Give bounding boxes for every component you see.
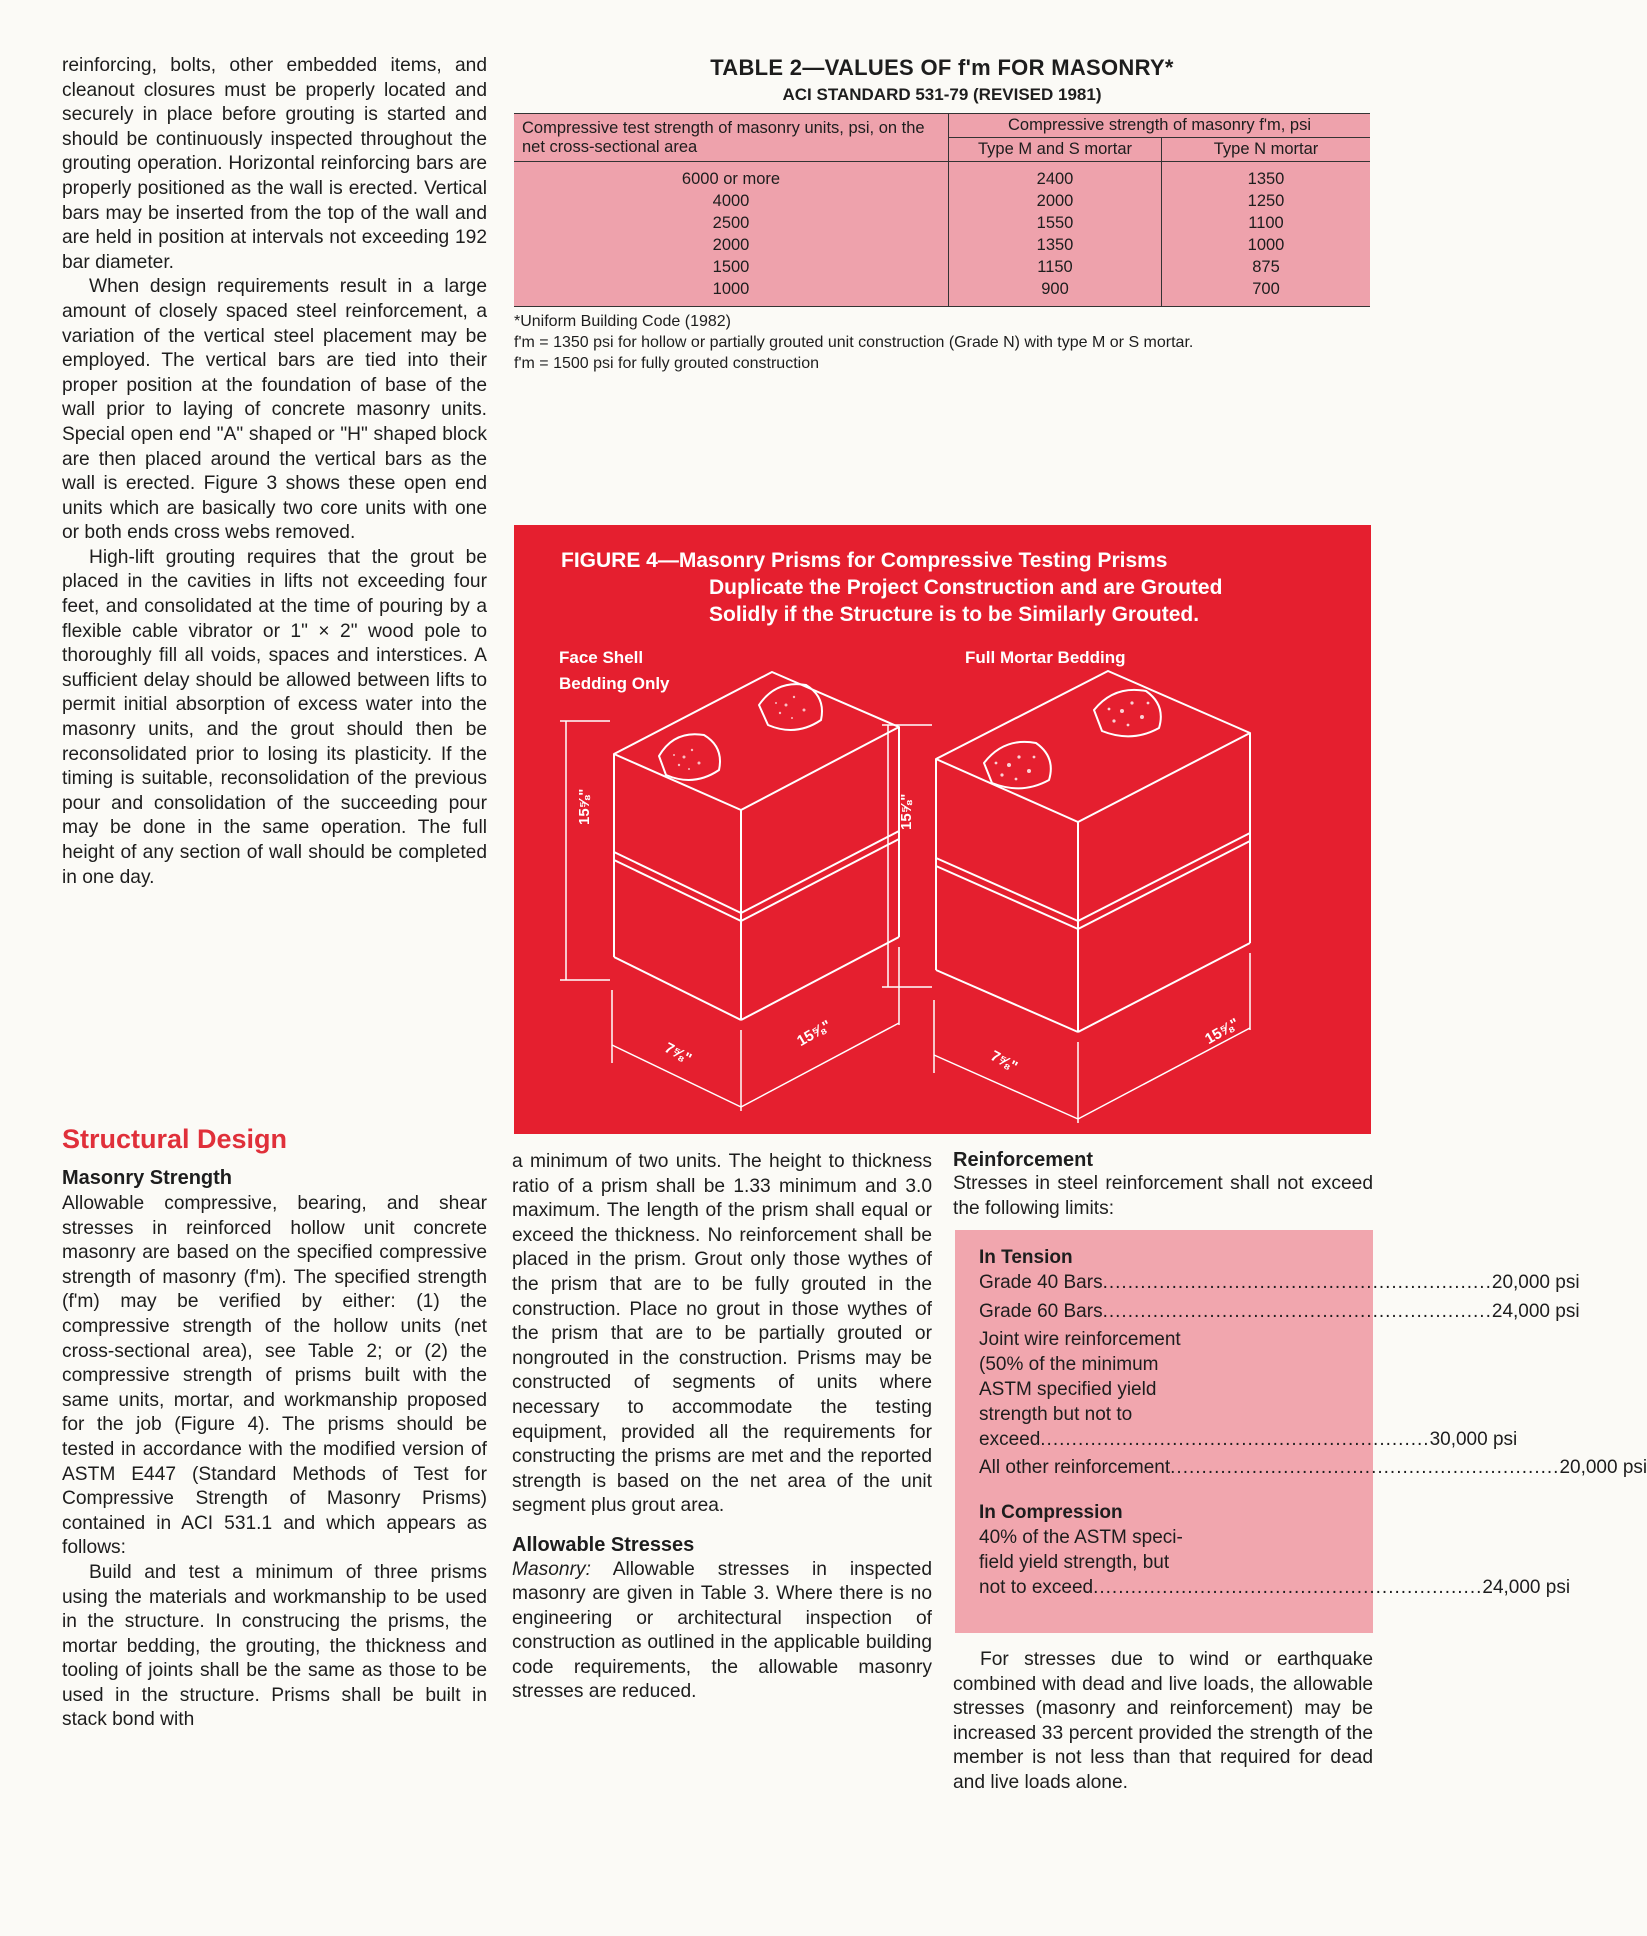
subheading-masonry-strength: Masonry Strength <box>62 1167 233 1189</box>
table-cell: 1100 <box>1248 214 1284 232</box>
compression-label: not to exceed <box>979 1576 1094 1598</box>
table-cell: 900 <box>1041 280 1069 298</box>
other-reinforcement-row <box>979 1456 1647 1481</box>
joint-wire-line-4: strength but not to <box>979 1403 1133 1425</box>
subheading-allowable-stresses: Allowable Stresses <box>512 1533 695 1556</box>
figure-caption-line-3: Solidly if the Structure is to be Similarly Grouted. <box>709 603 1200 626</box>
label-face-shell-line-2: Bedding Only <box>559 674 670 693</box>
header-masonry-strength: Compressive strength of masonry f'm, psi <box>949 114 1371 138</box>
grade-60-row <box>979 1300 1580 1325</box>
joint-wire-line-3: ASTM specified yield <box>979 1378 1157 1400</box>
paragraph-wind-earthquake: For stresses due to wind or earthquake combined with dead and live loads, the allowable stresses (masonry and reinforcement) may be increased 33 percent provided the strength of the member is not less than that required for dead and live loads alone. <box>953 1649 1373 1793</box>
table-cell: 1250 <box>1247 192 1285 210</box>
leader-dots: .............................................................. <box>1102 1271 1492 1293</box>
paragraph-masonry-strength: Allowable compressive, bearing, and shear stresses in reinforced hollow unit concrete masonry are based on the specified compressive strength of masonry (f'm). The specified strength (f'm) may be verified by either: (1) the compressive strength of the hollow units (net cross-sectional area), see Table 2; or (2) the compressive strength of prisms built with the same units, mortar, and workmanship proposed for the job (Figure 4). The prisms should be tested in accordance with the modified version of ASTM E447 (Standard Methods of Test for Compressive Strength of Masonry Prisms) contained in ACI 531.1 and which appears as follows: <box>62 1193 487 1559</box>
table-cell: 1150 <box>1037 258 1073 276</box>
grade-40-label: Grade 40 Bars <box>979 1271 1103 1293</box>
table-cell: 875 <box>1252 258 1280 276</box>
table-notes <box>514 311 1370 374</box>
table-cell: 1500 <box>712 258 750 276</box>
joint-wire-line-2: (50% of the minimum <box>979 1354 1159 1376</box>
paragraph-grouting: reinforcing, bolts, other embedded items, and cleanout closures must be properly located and securely in place before grouting is started and should be continuously inspected throughout the grouting operation. Horizontal reinforcing bars are properly positioned as the wall is erected. Vertical bars may be inserted from the top of the wall and are held in position at intervals not exceeding 192 bar diameter. <box>62 55 487 273</box>
tension-heading: In Tension <box>979 1247 1073 1268</box>
header-unit-strength: Compressive test strength of masonry units, psi, on the net cross-sectional area <box>514 114 949 162</box>
cell-unit-strengths <box>514 162 949 307</box>
table-cell: 1350 <box>1247 170 1285 188</box>
table-cell: 1000 <box>1247 236 1285 254</box>
label-full-mortar: Full Mortar Bedding <box>965 648 1126 667</box>
leader-dots: .............................................................. <box>1093 1576 1483 1598</box>
table-cell: 4000 <box>712 192 750 210</box>
compression-heading: In Compression <box>979 1502 1123 1524</box>
joint-wire-line-1: Joint wire reinforcement <box>979 1329 1181 1351</box>
allowable-lead: Masonry: <box>512 1558 591 1580</box>
prism-face-shell <box>560 672 899 1111</box>
compression-value: 24,000 psi <box>1482 1576 1571 1598</box>
section-heading-structural-design: Structural Design <box>62 1124 288 1154</box>
grade-40-value: 20,000 psi <box>1491 1271 1580 1293</box>
table-2 <box>514 113 1370 307</box>
left-column-text <box>62 54 487 890</box>
label-face-shell-line-1: Face Shell <box>559 648 644 667</box>
dim-length-left: 15⅝" <box>794 1017 835 1050</box>
dim-height-left: 15⅝" <box>576 788 593 825</box>
other-reinforcement-label: All other reinforcement <box>979 1457 1171 1479</box>
grade-60-label: Grade 60 Bars <box>979 1300 1103 1322</box>
leader-dots: .............................................................. <box>1102 1300 1492 1322</box>
table-subtitle: ACI STANDARD 531-79 (REVISED 1981) <box>782 85 1102 104</box>
middle-column-text <box>512 1150 932 1705</box>
table-cell: 1350 <box>1036 236 1074 254</box>
leader-dots: .............................................................. <box>1040 1428 1430 1450</box>
closing-paragraph <box>953 1648 1373 1796</box>
reinforcement-section <box>953 1149 1373 1221</box>
structural-design-section <box>62 1124 487 1733</box>
table-cell: 1000 <box>712 280 750 298</box>
table-cell: 2000 <box>1036 192 1074 210</box>
header-type-m-s: Type M and S mortar <box>949 138 1162 162</box>
table-cell: 2400 <box>1036 170 1074 188</box>
cell-type-m-values <box>949 162 1162 307</box>
table-note-3: f'm = 1500 psi for fully grouted construction <box>514 355 819 372</box>
paragraph-high-lift-grouting: High-lift grouting requires that the grout be placed in the cavities in lifts not exceeding four feet, and consolidated at the time of pouring by a flexible cable vibrator or 1" × 2" wood pole to thoroughly fill all voids, spaces and interstices. A sufficient delay should be allowed between lifts to permit initial absorption of excess water into the masonry units, and the grout should then be reconsolidated prior to losing its plasticity. If the timing is suitable, reconsolidation of the previous pour and consolidation of the succeeding pour may be done in the same operation. The full height of any section of wall should be completed in one day. <box>62 546 487 888</box>
compression-line-2: field yield strength, but <box>979 1551 1170 1573</box>
paragraph-allowable-stresses: Allowable stresses in inspected masonry are given in Table 3. Where there is no engineering or architectural inspection of construction as outlined in the applicable building code requirements, the allowable masonry stresses are reduced. <box>512 1558 932 1703</box>
table-title: TABLE 2—VALUES OF f'm FOR MASONRY* <box>710 55 1174 80</box>
other-reinforcement-value: 20,000 psi <box>1559 1457 1647 1479</box>
dim-width-left: 7⅝" <box>661 1039 695 1068</box>
stress-limits-box <box>955 1230 1647 1633</box>
table-body-row <box>514 162 1370 307</box>
header-type-n: Type N mortar <box>1162 138 1371 162</box>
grade-40-row <box>979 1271 1580 1296</box>
table-cell: 700 <box>1252 280 1280 298</box>
table-cell: 1550 <box>1036 214 1074 232</box>
grade-60-value: 24,000 psi <box>1491 1300 1580 1322</box>
joint-wire-label: exceed <box>979 1428 1041 1450</box>
figure-4 <box>514 525 1371 1134</box>
table-2-block <box>514 55 1370 374</box>
subheading-reinforcement: Reinforcement <box>953 1149 1094 1171</box>
reinforcement-intro: Stresses in steel reinforcement shall not exceed the following limits: <box>953 1173 1373 1219</box>
table-note-2: f'm = 1350 psi for hollow or partially grouted unit construction (Grade N) with type M or S mortar. <box>514 334 1194 351</box>
figure-caption-line-2: Duplicate the Project Construction and are Grouted <box>709 576 1223 599</box>
paragraph-prism-build: Build and test a minimum of three prisms using the materials and workmanship to be used in the structure. In construcing the prisms, the mortar bedding, the grouting, the thickness and tooling of joints shall be the same as those to be used in the structure. Prisms shall be built in stack bond with <box>62 1561 487 1731</box>
joint-wire-row <box>979 1428 1518 1453</box>
table-cell: 2000 <box>712 236 750 254</box>
paragraph-prism-ratio: a minimum of two units. The height to thickness ratio of a prism shall be 1.33 minimum and 3.0 maximum. The length of the prism shall equal or exceed the thickness. No reinforcement shall be placed in the prism. Grout only those wythes of the prism that are to be fully grouted in the construction. Place no grout in those wythes of the prism that are to be partially grouted or nongrouted in the construction. Prisms may be constructed of segments of units where necessary to accommodate the testing equipment, provided all the requirements for constructing the prisms are met and the reported strength is based on the net area of the unit segment plus grout area. <box>512 1151 932 1517</box>
cell-type-n-values <box>1162 162 1371 307</box>
dim-height-right: 15⅝" <box>898 793 915 830</box>
compression-row <box>979 1576 1571 1601</box>
prism-drawings <box>514 525 1371 1134</box>
figure-caption-lead: FIGURE 4— <box>561 549 679 572</box>
table-note-1: *Uniform Building Code (1982) <box>514 313 731 330</box>
leader-dots: .............................................................. <box>1170 1457 1560 1479</box>
table-cell: 2500 <box>712 214 750 232</box>
compression-line-1: 40% of the ASTM speci- <box>979 1526 1183 1548</box>
table-header-row <box>514 114 1370 138</box>
prism-full-mortar <box>882 671 1250 1123</box>
figure-caption-line-1: Masonry Prisms for Compressive Testing Prisms <box>678 549 1168 572</box>
dim-length-right: 15⅝" <box>1202 1015 1243 1048</box>
joint-wire-value: 30,000 psi <box>1429 1428 1518 1450</box>
table-cell: 6000 or more <box>681 170 781 188</box>
dim-width-right: 7⅝" <box>987 1047 1021 1076</box>
paragraph-steel-placement: When design requirements result in a large amount of closely spaced steel reinforcement, a variation of the vertical steel placement may be employed. The vertical bars are tied into their proper position at the foundation of base of the wall prior to laying of concrete masonry units. Special open end "A" shaped or "H" shaped block are then placed around the vertical bars as the wall is erected. Figure 3 shows these open end units which are basically two core units with one or both ends cross webs removed. <box>62 276 487 544</box>
